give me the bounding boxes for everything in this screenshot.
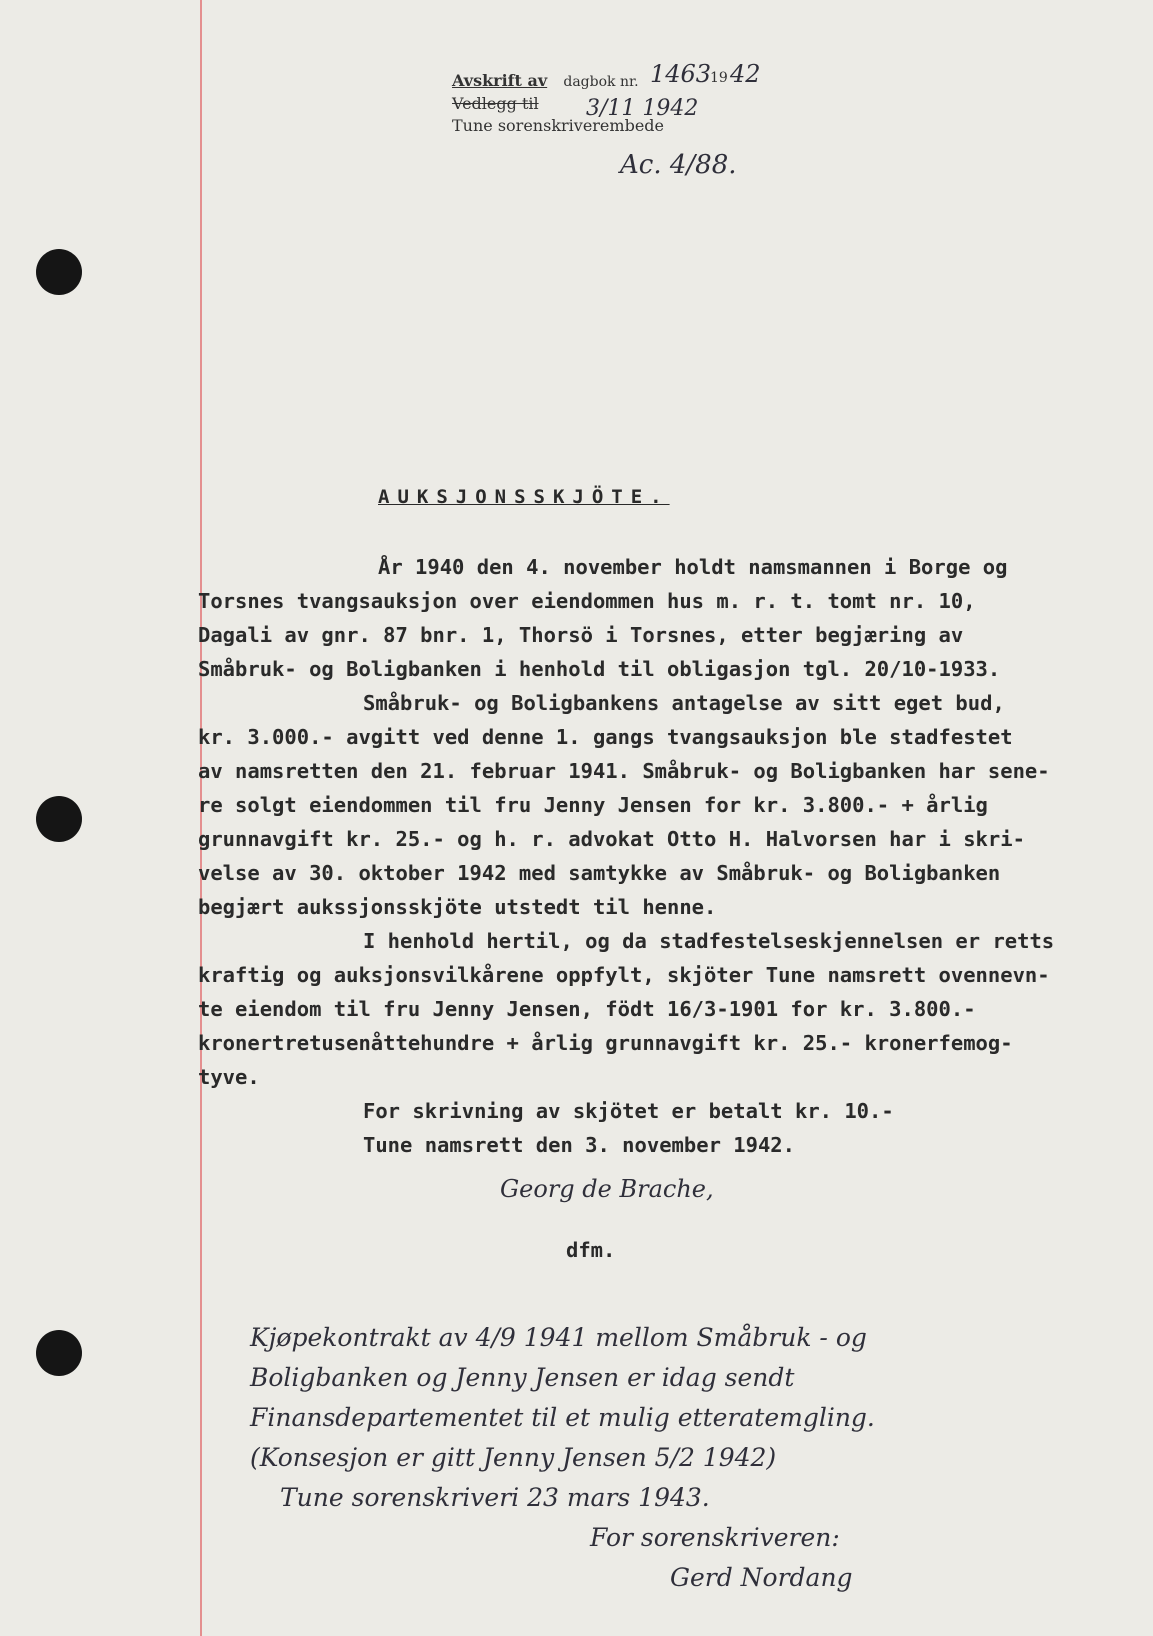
stamp-label-dagbok: dagbok nr.	[563, 74, 639, 90]
note-line: (Konsesjon er gitt Jenny Jensen 5/2 1942)	[250, 1443, 777, 1472]
handwritten-note	[250, 1318, 1130, 1598]
stamp-hw-number: 1463	[650, 60, 712, 88]
note-line: Tune sorenskriveri 23 mars 1943.	[280, 1483, 710, 1512]
body-line: År 1940 den 4. november holdt namsmannen i Borge og	[378, 555, 1008, 579]
body-line: Dagali av gnr. 87 bnr. 1, Thorsö i Torsnes, etter begjæring av	[198, 623, 964, 647]
punch-hole-top	[36, 249, 82, 295]
body-line: kraftig og auksjonsvilkårene oppfylt, skjöter Tune namsrett ovennevn-	[198, 963, 1050, 987]
body-line: velse av 30. oktober 1942 med samtykke av Småbruk- og Boligbanken	[198, 861, 1001, 885]
body-line: te eiendom til fru Jenny Jensen, födt 16/3-1901 for kr. 3.800.-	[198, 997, 976, 1021]
body-line: Småbruk- og Boligbankens antagelse av sitt eget bud,	[363, 691, 1005, 715]
stamp-office-name: Tune sorenskriverembede	[452, 116, 664, 135]
document-body	[198, 550, 1128, 1162]
body-line: I henhold hertil, og da stadfestelseskjennelsen er retts	[363, 929, 1055, 953]
note-line: Finansdepartementet til et mulig etteratemgling.	[250, 1403, 875, 1432]
body-line: kronertretusenåttehundre + årlig grunnavgift kr. 25.- kronerfemog-	[198, 1031, 1013, 1055]
stamp-year-prefix: 19	[710, 70, 728, 86]
dfm-label: dfm.	[566, 1238, 616, 1262]
body-line: re solgt eiendommen til fru Jenny Jensen for kr. 3.800.- + årlig	[198, 793, 988, 817]
note-line: Boligbanken og Jenny Jensen er idag sendt	[250, 1363, 795, 1392]
stamp-label-avskrift: Avskrift av	[452, 71, 548, 90]
note-line: Gerd Nordang	[670, 1563, 853, 1592]
body-line: av namsretten den 21. februar 1941. Småbruk- og Boligbanken har sene-	[198, 759, 1050, 783]
body-line: Torsnes tvangsauksjon over eiendommen hus m. r. t. tomt nr. 10,	[198, 589, 976, 613]
body-line: begjært aukssjonsskjöte utstedt til henne.	[198, 895, 717, 919]
body-line: Småbruk- og Boligbanken i henhold til obligasjon tgl. 20/10-1933.	[198, 657, 1001, 681]
stamp-hw-date: 3/11 1942	[586, 96, 699, 121]
punch-hole-bottom	[36, 1330, 82, 1376]
body-line: grunnavgift kr. 25.- og h. r. advokat Otto H. Halvorsen har i skri-	[198, 827, 1025, 851]
body-line: kr. 3.000.- avgitt ved denne 1. gangs tvangsauksjon ble stadfestet	[198, 725, 1013, 749]
stamp-hw-ref: Ac. 4/88.	[620, 150, 737, 180]
punch-hole-middle	[36, 796, 82, 842]
stamp-label-vedlegg: Vedlegg til	[452, 94, 539, 113]
document-title: AUKSJONSSKJÖTE.	[378, 486, 670, 508]
note-line: For sorenskriveren:	[590, 1523, 840, 1552]
body-line: tyve.	[198, 1065, 260, 1089]
body-line: For skrivning av skjötet er betalt kr. 10.-	[363, 1099, 894, 1123]
judge-signature: Georg de Brache,	[500, 1175, 714, 1203]
stamp-hw-year: 42	[730, 60, 761, 88]
note-line: Kjøpekontrakt av 4/9 1941 mellom Småbruk - og	[250, 1323, 867, 1352]
body-line: Tune namsrett den 3. november 1942.	[363, 1133, 795, 1157]
